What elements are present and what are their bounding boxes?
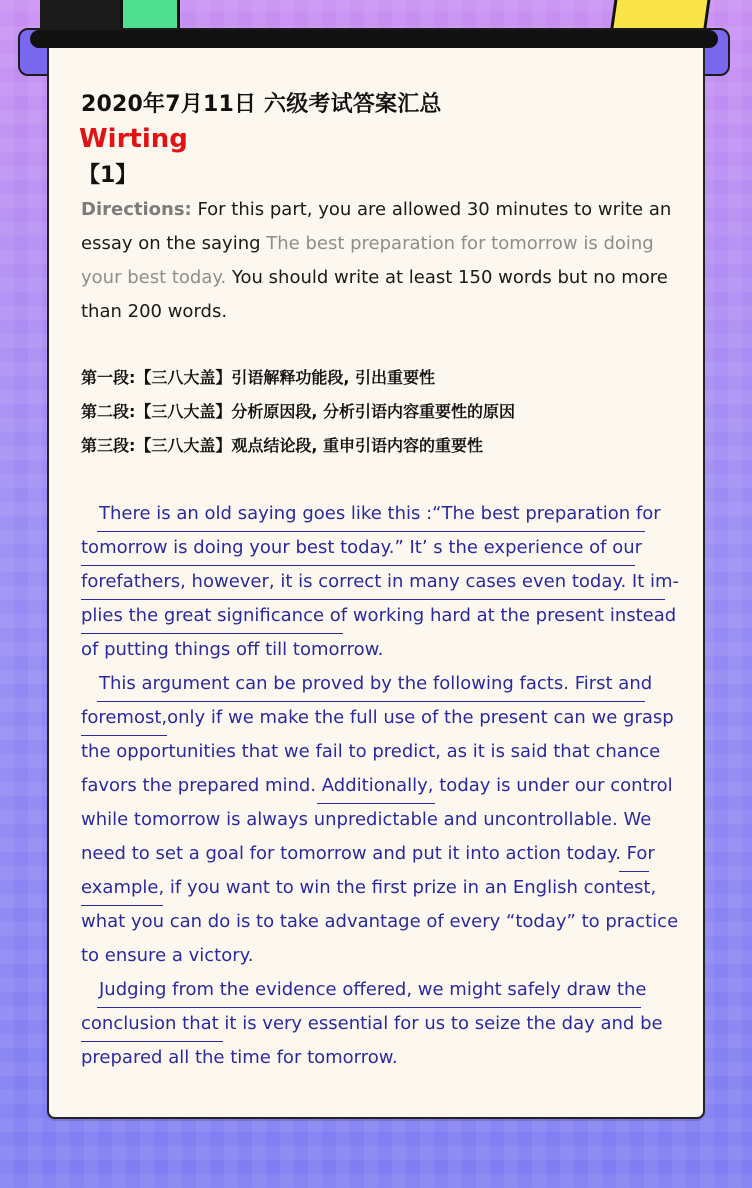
underline-mark — [81, 599, 665, 600]
underline-mark — [81, 565, 635, 566]
part-number: 【1】 — [78, 163, 138, 188]
underline-mark — [97, 531, 645, 532]
page-title: 2020年7月11日 六级考试答案汇总 — [81, 92, 442, 117]
underline-mark — [81, 1041, 223, 1042]
essay-paragraph: This argument can be proved by the following facts. First and foremost,only if we make the full use of the present can we grasp the opportunities that we fail to predict, as it is said that chance favors the prepared mind. Additionally, today is under our control while tomorrow is always unpredictable and uncontrollable. We need to set a goal for tomorrow and put it into action today. For example, if you want to win the first prize in an English contest, what you can do is to take advantage of every “today” to practice to ensure a victory. — [81, 673, 679, 966]
essay-paragraph: There is an old saying goes like this :“The best preparation for tomorrow is doing your best today.” It’ s the experience of our forefathers, however, it is correct in many cases even today. It im-plies the great significance of working hard at the present instead of putting things off till tomorrow. — [81, 503, 680, 660]
underline-mark — [81, 905, 163, 906]
outline-item: 第二段:【三八大盖】分析原因段, 分析引语内容重要性的原因 — [81, 402, 516, 421]
underline-mark — [81, 633, 343, 634]
outline-list — [81, 361, 681, 463]
underline-mark — [317, 803, 435, 804]
underline-mark — [81, 735, 167, 736]
outline-item: 第一段:【三八大盖】引语解释功能段, 引出重要性 — [81, 368, 436, 387]
directions-text — [81, 193, 681, 329]
underline-mark — [97, 1007, 641, 1008]
directions-body: For this part, you are allowed 30 minutes to write an essay on the saying — [81, 199, 672, 254]
section-heading: Wirting — [79, 124, 188, 154]
outline-item: 第三段:【三八大盖】观点结论段, 重申引语内容的重要性 — [81, 436, 484, 455]
directions-quote: The best preparation for tomorrow is doing your best today. — [81, 233, 654, 288]
underline-mark — [97, 701, 645, 702]
directions-label: Directions: — [81, 199, 192, 220]
scroll-rod — [30, 30, 718, 48]
underline-mark — [619, 871, 649, 872]
essay-paragraph: Judging from the evidence offered, we might safely draw the conclusion that it is very essential for us to seize the day and be prepared all the time for tomorrow. — [81, 979, 663, 1068]
directions-requirement: You should write at least 150 words but no more than 200 words. — [81, 267, 668, 322]
essay-body — [81, 497, 681, 1075]
